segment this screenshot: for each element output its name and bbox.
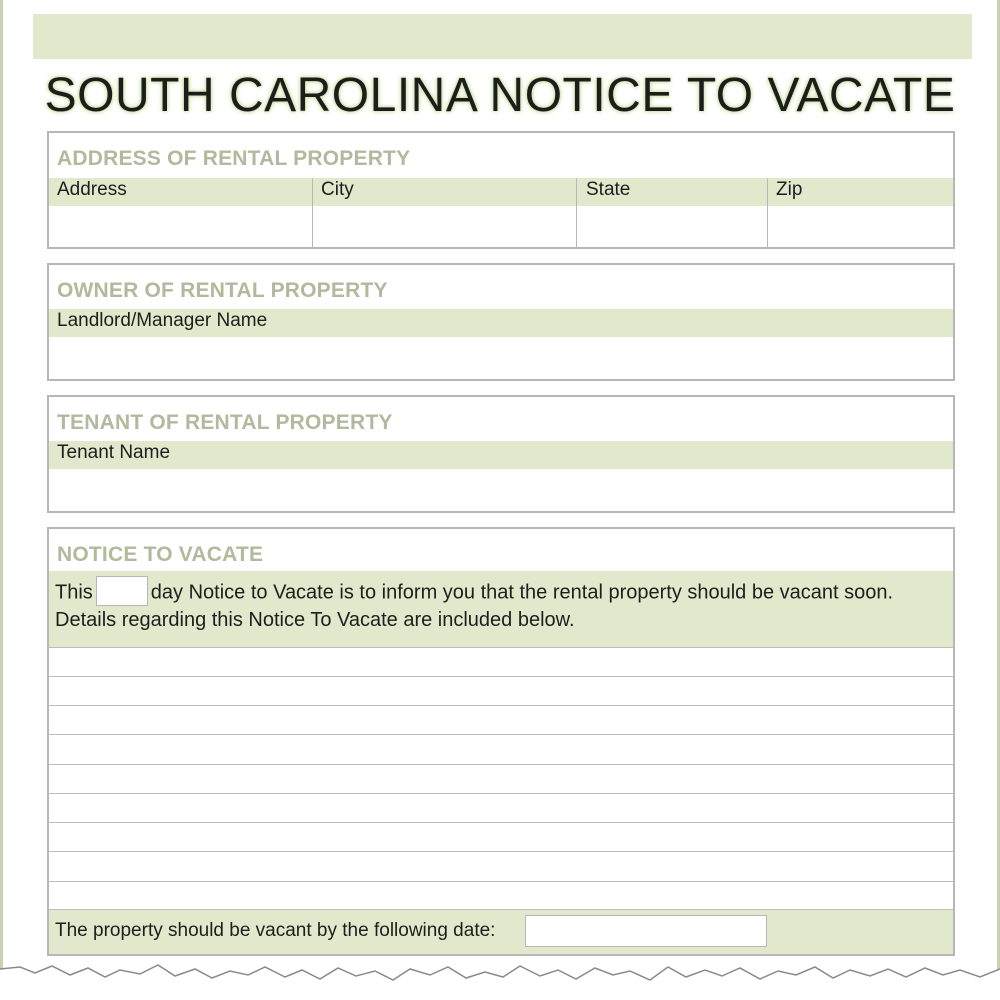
vacate-date-field[interactable]: [525, 915, 767, 947]
notice-line-1-prefix: This: [55, 581, 93, 604]
owner-section-heading: OWNER OF RENTAL PROPERTY: [57, 279, 388, 302]
city-column-label: City: [321, 179, 354, 200]
landlord-name-field[interactable]: [49, 337, 953, 379]
address-label-band: [49, 178, 953, 206]
notice-line-1-suffix: day Notice to Vacate is to inform you that the rental property should be vacant soon.: [150, 581, 894, 604]
header-band: [33, 14, 972, 59]
page-edge-left: [0, 0, 3, 975]
address-column-label: Address: [57, 179, 127, 200]
landlord-name-label: Landlord/Manager Name: [57, 310, 268, 331]
state-column-label: State: [586, 179, 631, 200]
owner-label-band: [49, 309, 953, 337]
address-section: [47, 131, 955, 249]
address-section-heading: ADDRESS OF RENTAL PROPERTY: [57, 147, 411, 170]
torn-paper-edge: [0, 955, 1000, 1000]
city-field[interactable]: [313, 206, 575, 247]
notice-details-field[interactable]: [49, 648, 953, 910]
notice-days-field[interactable]: [96, 576, 148, 606]
notice-section: [47, 527, 955, 956]
tenant-name-label: Tenant Name: [57, 442, 171, 463]
notice-line-2: Details regarding this Notice To Vacate are included below.: [55, 609, 575, 631]
tenant-section: [47, 395, 955, 513]
notice-line-1: [55, 578, 893, 608]
notice-text-band: [49, 571, 953, 647]
notice-section-heading: NOTICE TO VACATE: [57, 543, 264, 566]
vacate-date-label: The property should be vacant by the following date:: [55, 920, 496, 941]
vacate-date-band: [49, 909, 953, 954]
tenant-name-field[interactable]: [49, 469, 953, 511]
tenant-section-heading: TENANT OF RENTAL PROPERTY: [57, 411, 393, 434]
address-field[interactable]: [49, 206, 311, 247]
owner-section: [47, 263, 955, 381]
state-field[interactable]: [577, 206, 766, 247]
tenant-label-band: [49, 441, 953, 469]
form-title: SOUTH CAROLINA NOTICE TO VACATE: [44, 69, 956, 122]
zip-column-label: Zip: [776, 179, 803, 200]
zip-field[interactable]: [768, 206, 953, 247]
